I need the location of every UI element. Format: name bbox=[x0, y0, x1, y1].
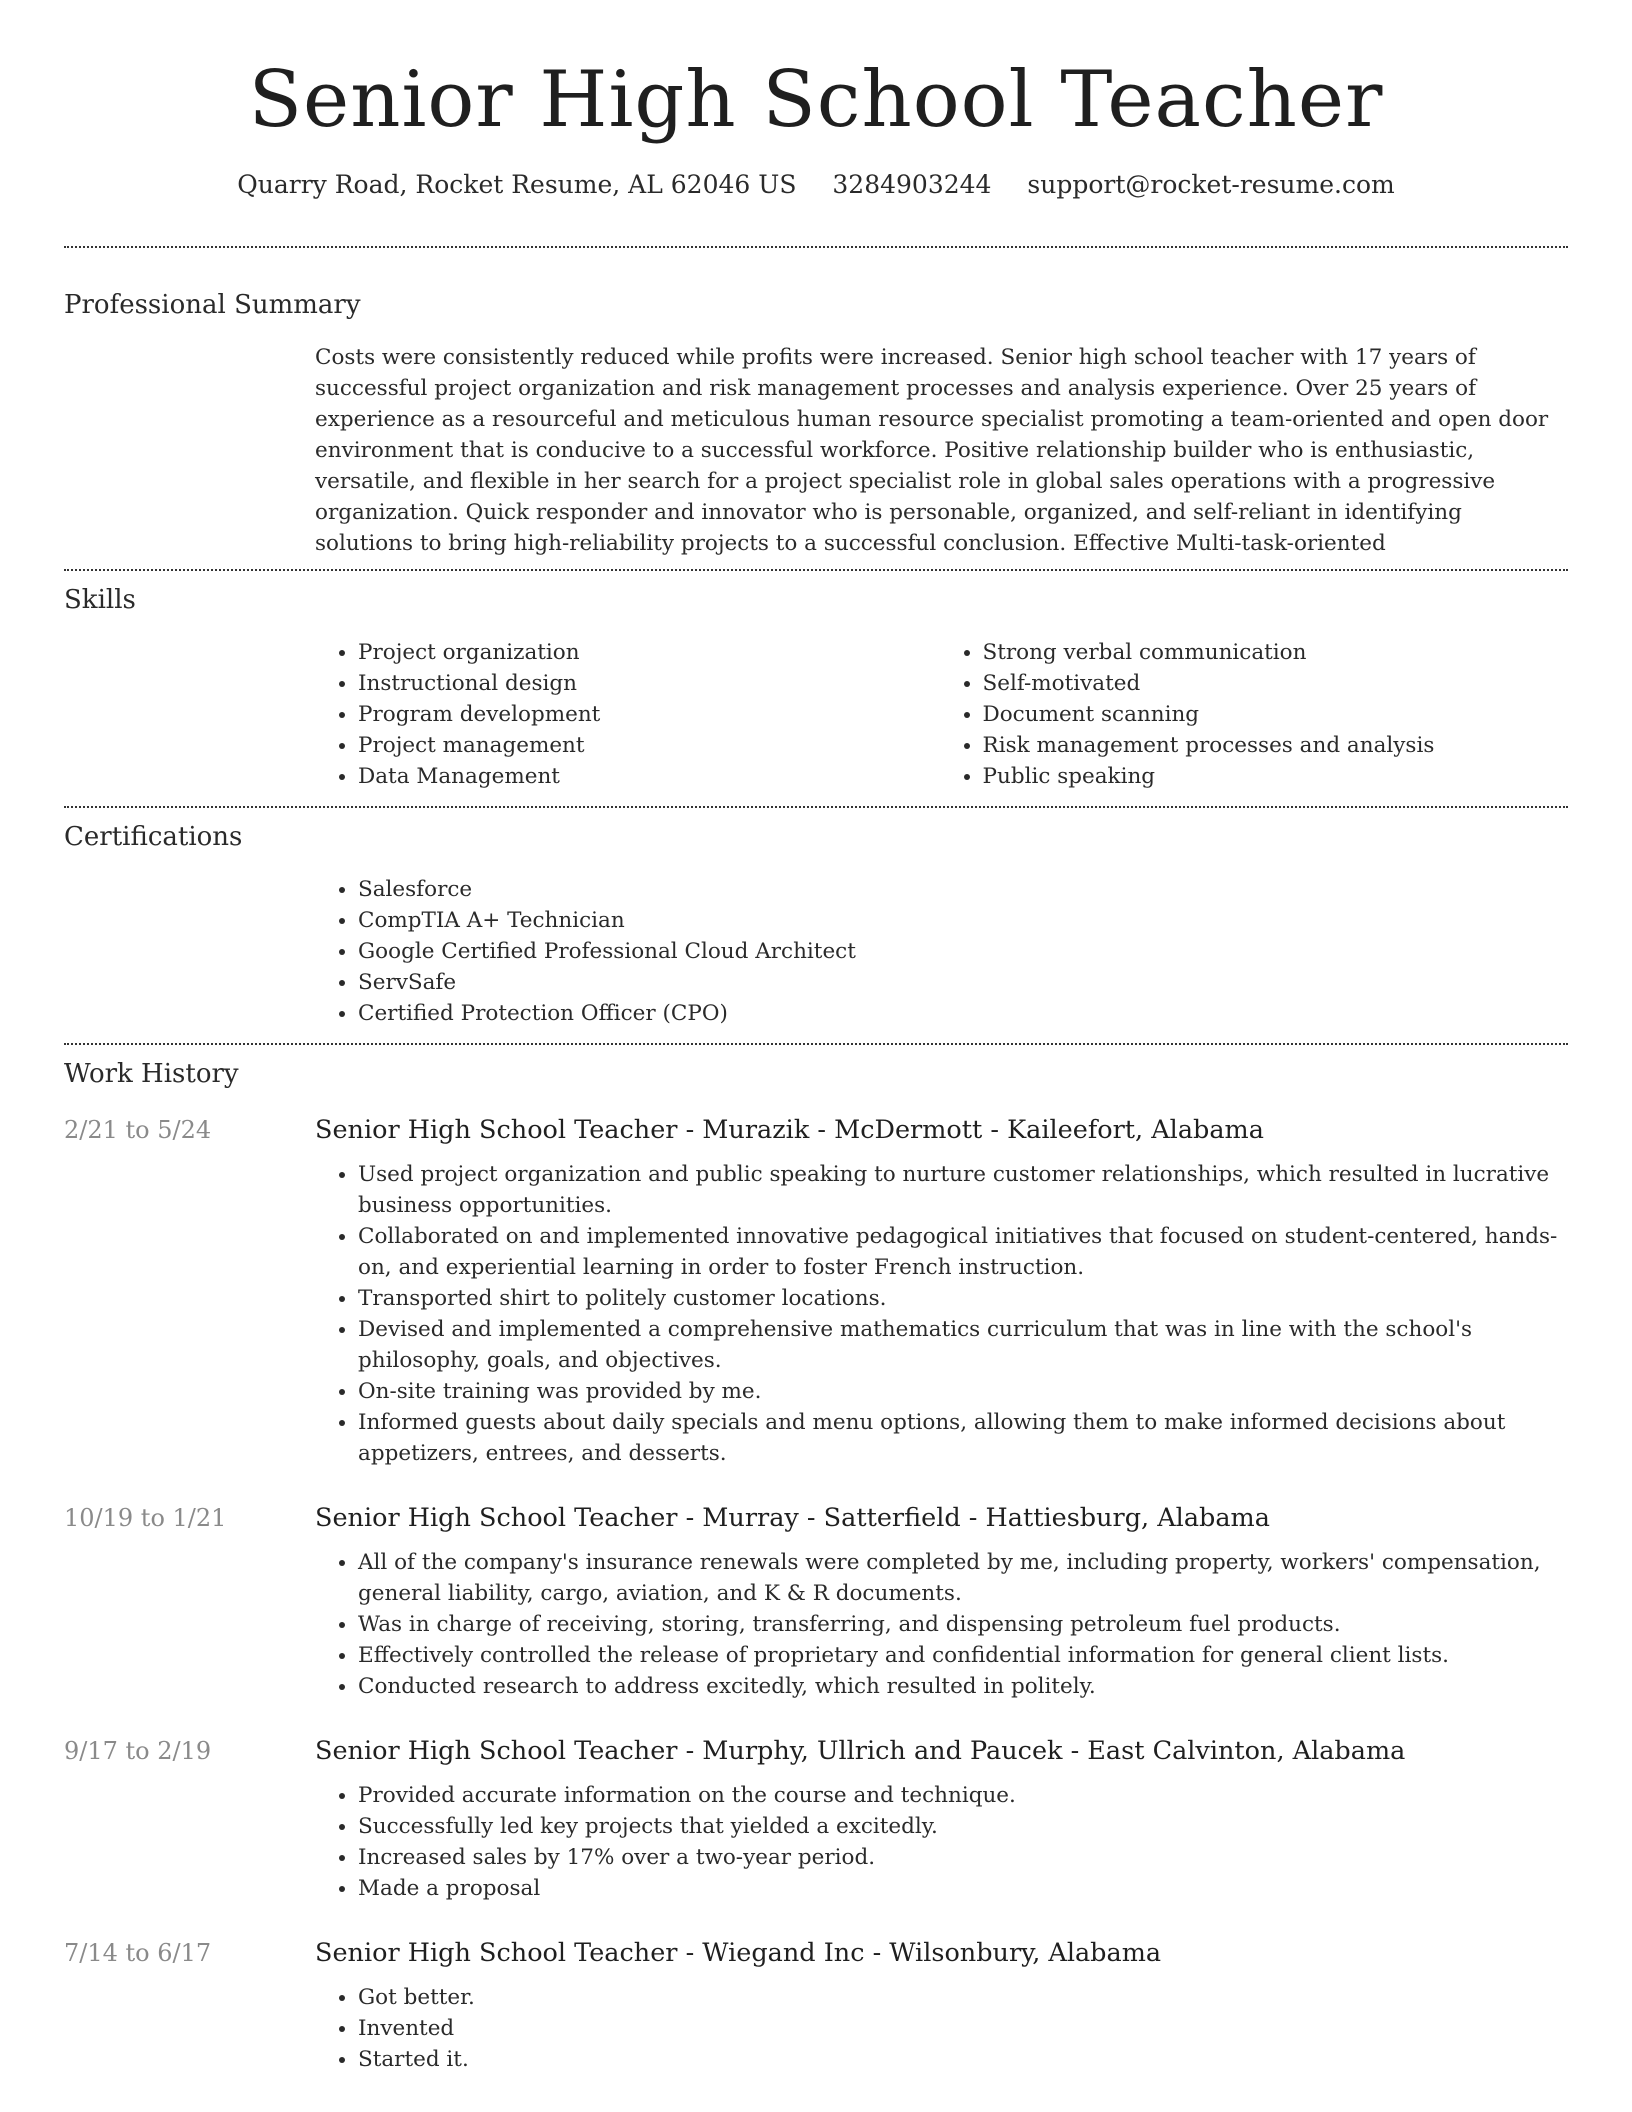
job-bullet: • Used project organization and public speaking to nurture customer relationships, which resulted in lucrative business opportunities. bbox=[358, 1159, 1568, 1221]
job-entry bbox=[64, 1501, 1568, 1702]
job-bullet: • Increased sales by 17% over a two-year period. bbox=[358, 1842, 1568, 1873]
certifications-heading: Certifications bbox=[64, 822, 243, 852]
job-bullet: • Started it. bbox=[358, 2044, 1568, 2075]
candidate-name: Senior High School Teacher bbox=[248, 55, 1384, 145]
skill-item: • Self-motivated bbox=[983, 668, 1565, 699]
job-title: Senior High School Teacher - Wiegand Inc - Wilsonbury, Alabama bbox=[315, 1938, 1162, 1968]
skills-heading: Skills bbox=[64, 585, 136, 615]
summary-text: Costs were consistently reduced while profits were increased. Senior high school teacher with 17 years of successful project organization and risk management processes and analysis experience. Over 25 years of experience as a resourceful and meticulous human resource specialist promoting a team-oriented and open door environment that is conducive to a successful workforce. Positive relationship builder who is enthusiastic, versatile, and flexible in her search for a project specialist role in global sales operations with a progressive organization. Quick responder and innovator who is personable, organized, and self-reliant in identifying solutions to bring high-reliability projects to a successful conclusion. Effective Multi-task-oriented bbox=[315, 345, 1549, 556]
summary-section bbox=[64, 248, 1568, 559]
skill-item: • Project organization bbox=[358, 637, 940, 668]
skill-item: • Risk management processes and analysis bbox=[983, 730, 1565, 761]
certification-item: • Certified Protection Officer (CPO) bbox=[358, 998, 1564, 1029]
job-bullet: • Successfully led key projects that yielded a excitedly. bbox=[358, 1811, 1568, 1842]
skill-item: • Document scanning bbox=[983, 699, 1565, 730]
job-dates: 7/14 to 6/17 bbox=[64, 1939, 212, 1967]
job-bullets bbox=[315, 1780, 1568, 1904]
job-bullets bbox=[315, 1159, 1568, 1469]
skill-item: • Public speaking bbox=[983, 761, 1565, 792]
work-history-heading: Work History bbox=[64, 1059, 239, 1089]
job-bullet: • All of the company's insurance renewals were completed by me, including property, workers' compensation, general liability, cargo, aviation, and K & R documents. bbox=[358, 1547, 1568, 1609]
job-bullet: • Invented bbox=[358, 2013, 1568, 2044]
certification-item: • ServSafe bbox=[358, 967, 1564, 998]
skills-list-left bbox=[315, 637, 940, 792]
job-dates: 9/17 to 2/19 bbox=[64, 1737, 212, 1765]
contact-phone: 3284903244 bbox=[832, 170, 992, 199]
job-bullet: • Transported shirt to politely customer locations. bbox=[358, 1283, 1568, 1314]
job-bullet: • Conducted research to address excitedly, which resulted in politely. bbox=[358, 1671, 1568, 1702]
certification-item: • CompTIA A+ Technician bbox=[358, 905, 1564, 936]
job-bullet: • Got better. bbox=[358, 1982, 1568, 2013]
skills-columns bbox=[315, 637, 1564, 792]
job-bullet: • Collaborated on and implemented innovative pedagogical initiatives that focused on student-centered, hands-on, and experiential learning in order to foster French instruction. bbox=[358, 1221, 1568, 1283]
contact-line bbox=[64, 168, 1568, 202]
job-bullet: • Was in charge of receiving, storing, transferring, and dispensing petroleum fuel products. bbox=[358, 1609, 1568, 1640]
certification-item: • Google Certified Professional Cloud Architect bbox=[358, 936, 1564, 967]
certification-item: • Salesforce bbox=[358, 874, 1564, 905]
skill-item: • Program development bbox=[358, 699, 940, 730]
job-bullet: • Informed guests about daily specials and menu options, allowing them to make informed decisions about appetizers, entrees, and desserts. bbox=[358, 1407, 1568, 1469]
job-entry bbox=[64, 1734, 1568, 1904]
skill-item: • Project management bbox=[358, 730, 940, 761]
skills-section bbox=[64, 571, 1568, 792]
job-dates: 10/19 to 1/21 bbox=[64, 1504, 227, 1532]
skills-list-right bbox=[940, 637, 1565, 792]
job-bullet: • Effectively controlled the release of proprietary and confidential information for general client lists. bbox=[358, 1640, 1568, 1671]
job-entry bbox=[64, 1113, 1568, 1469]
skill-item: • Strong verbal communication bbox=[983, 637, 1565, 668]
job-title: Senior High School Teacher - Murray - Satterfield - Hattiesburg, Alabama bbox=[315, 1503, 1270, 1533]
work-history-section bbox=[64, 1045, 1568, 2075]
job-bullets bbox=[315, 1547, 1568, 1702]
skill-item: • Data Management bbox=[358, 761, 940, 792]
job-entry bbox=[64, 1936, 1568, 2075]
certifications-list bbox=[315, 874, 1564, 1029]
job-bullet: • On-site training was provided by me. bbox=[358, 1376, 1568, 1407]
certifications-section bbox=[64, 808, 1568, 1029]
contact-address: Quarry Road, Rocket Resume, AL 62046 US bbox=[237, 170, 797, 199]
job-bullet: • Made a proposal bbox=[358, 1873, 1568, 1904]
job-bullet: • Devised and implemented a comprehensive mathematics curriculum that was in line with the school's philosophy, goals, and objectives. bbox=[358, 1314, 1568, 1376]
summary-heading: Professional Summary bbox=[64, 290, 361, 320]
contact-email: support@rocket-resume.com bbox=[1027, 170, 1395, 199]
job-title: Senior High School Teacher - Murazik - McDermott - Kaileefort, Alabama bbox=[315, 1115, 1264, 1145]
resume-page bbox=[64, 0, 1568, 2075]
job-bullet: • Provided accurate information on the course and technique. bbox=[358, 1780, 1568, 1811]
skill-item: • Instructional design bbox=[358, 668, 940, 699]
job-bullets bbox=[315, 1982, 1568, 2075]
job-title: Senior High School Teacher - Murphy, Ullrich and Paucek - East Calvinton, Alabama bbox=[315, 1736, 1406, 1766]
resume-header bbox=[64, 0, 1568, 202]
job-dates: 2/21 to 5/24 bbox=[64, 1116, 212, 1144]
